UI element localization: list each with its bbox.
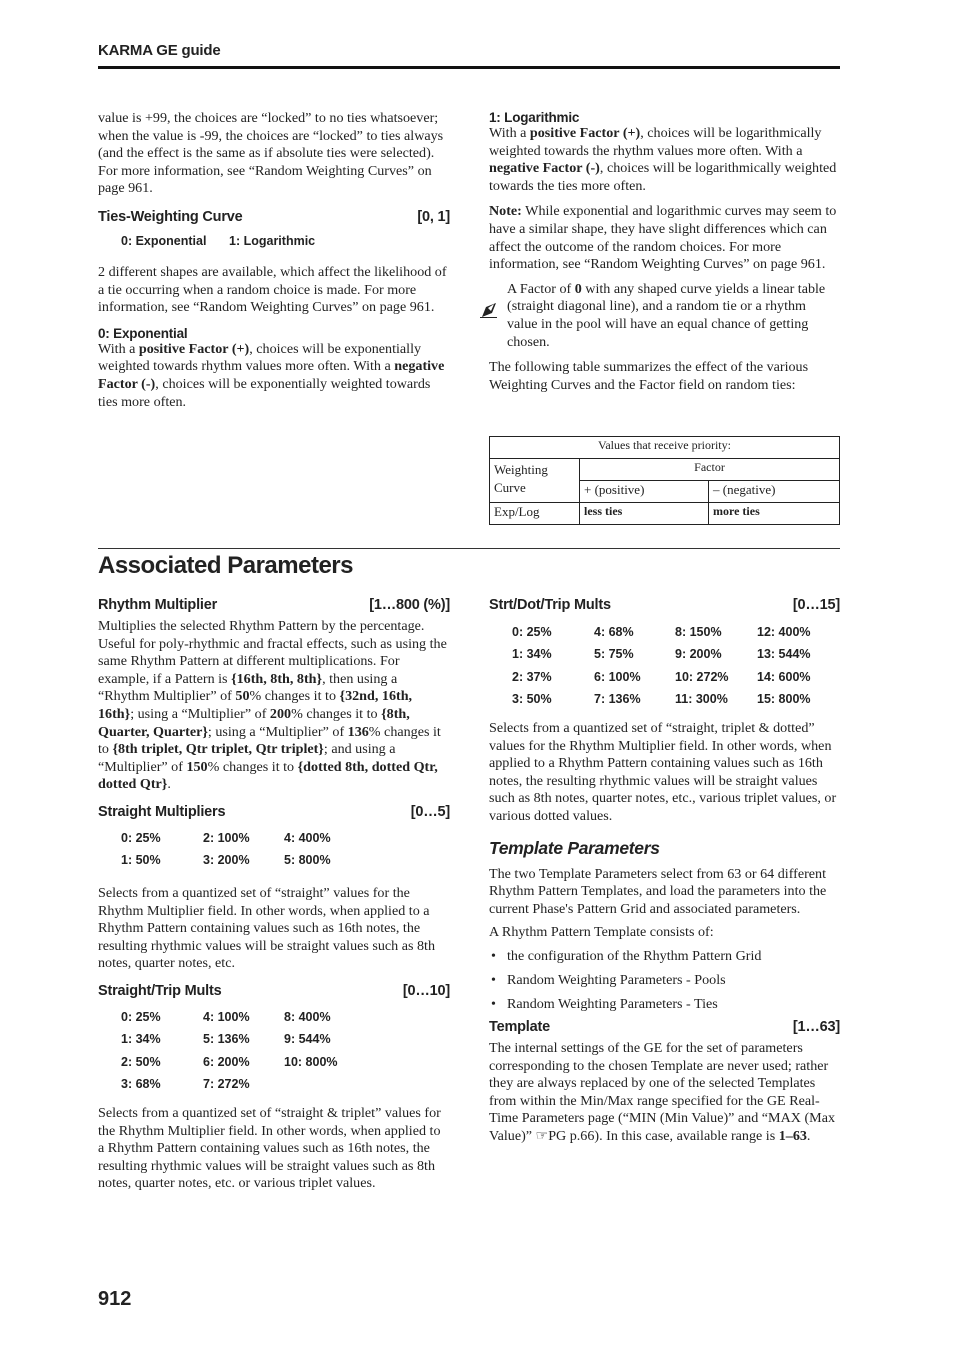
param-heading-straight-multipliers [98, 804, 450, 820]
param-range: [0…5] [410, 803, 450, 820]
section-rule [98, 548, 840, 549]
header-rule [98, 66, 840, 69]
section-title: Associated Parameters [98, 552, 353, 579]
table-curve-cell: Exp/Log [490, 503, 580, 525]
value-item: 2: 37% [512, 670, 552, 684]
intro-paragraph: value is +99, the choices are “locked” to no ties whatsoever; when the value is -99, the choices are “locked” to ties always (and the effect is the same as if absolute ties were selected). For more information, see “Random Weighting Curves” on page 961. [98, 110, 444, 197]
value-item: 7: 272% [203, 1076, 250, 1091]
param-heading-template [489, 1019, 840, 1035]
value-item: 7: 136% [594, 692, 641, 706]
value-item: 3: 200% [203, 852, 250, 867]
param-name: Rhythm Multiplier [98, 597, 218, 613]
template-consists-of: A Rhythm Pattern Template consists of: [489, 924, 714, 941]
value-item: 12: 400% [757, 625, 811, 639]
param-name: Ties-Weighting Curve [98, 208, 243, 225]
pencil-icon [479, 302, 499, 318]
param-name: Template [489, 1018, 550, 1035]
value-item: 9: 544% [284, 1031, 331, 1046]
left-column-bottom [98, 597, 450, 1193]
param-range: [1…63] [792, 1018, 840, 1035]
param-heading-strt-dot-trip [489, 597, 840, 613]
value-item: 4: 100% [203, 1009, 250, 1024]
value-item: 2: 50% [121, 1054, 161, 1069]
value-item: 6: 100% [594, 670, 641, 684]
value-item: 5: 800% [284, 852, 331, 867]
weighting-summary-table [489, 436, 840, 525]
param-range: [0…10] [402, 982, 450, 999]
value-item: 13: 544% [757, 647, 811, 661]
straight-trip-description: Selects from a quantized set of “straight & triplet” values for the Rhythm Multiplier field. In other words, when applied to a Rhythm Pattern containing values such as 16th notes, the resulting rhythmic values will be straight values such as 8th notes, quarter notes, etc. or various triplet values. [98, 1104, 441, 1192]
value-item: 1: 34% [512, 647, 552, 661]
exponential-heading: 0: Exponential [98, 325, 188, 341]
value-item: 8: 150% [675, 625, 722, 639]
param-range: [0, 1] [417, 208, 450, 225]
value-item: 8: 400% [284, 1009, 331, 1024]
template-bullet-list [489, 948, 840, 1020]
table-positive-header: + (positive) [580, 481, 709, 503]
value-item: 10: 800% [284, 1054, 338, 1069]
right-column-top [489, 110, 840, 394]
logarithmic-heading: 1: Logarithmic [489, 110, 580, 125]
value-item: 9: 200% [675, 647, 722, 661]
option-logarithmic: 1: Logarithmic [229, 233, 316, 248]
value-item: 6: 200% [203, 1054, 250, 1069]
option-exponential: 0: Exponential [121, 233, 207, 248]
value-item: 10: 272% [675, 670, 729, 684]
template-description: The internal settings of the GE for the set of parameters corresponding to the chosen Template are never used; rather they are always replaced by one of the selected Templates from within the Min/Max range specified for the GE Real-Time Parameters page (“MIN (Min Value)” and “MAX (Max Value)” ☞PG p.66). In this case, available range is 1–63. [489, 1039, 835, 1144]
value-item: 3: 68% [121, 1076, 161, 1091]
factor-note: A Factor of 0 with any shaped curve yields a linear table (straight diagonal line), and a random tie or a rhythm value in the pool will have an equal chance of getting chosen. [507, 280, 826, 350]
straight-multipliers-description: Selects from a quantized set of “straight” values for the Rhythm Multiplier field. In other words, when applied to a Rhythm Pattern containing values such as 16th notes, the resulting rhythmic values will be straight values such as 8th notes, quarter notes, etc. [98, 884, 436, 972]
page-number: 912 [98, 1288, 132, 1310]
table-intro: The following table summarizes the effect of the various Weighting Curves and the Factor field on random ties: [489, 359, 809, 393]
param-heading-straight-trip-mults [98, 983, 450, 999]
ties-curve-description: 2 different shapes are available, which affect the likelihood of a tie occurring when a random choice is made. For more information, see “Random Weighting Curves” on page 961. [98, 263, 447, 316]
running-header: KARMA GE guide [98, 42, 221, 59]
table-factor-cell: Factor [580, 459, 840, 481]
straight-multipliers-values [98, 831, 450, 881]
note-paragraph: Note: While exponential and logarithmic curves may seem to have a similar shape, they have slight differences which can affect the outcome of the random choices. For more information, see “Random Weighting Curves” on page 961. [489, 203, 837, 273]
template-parameters-heading: Template Parameters [489, 837, 660, 858]
table-row-label: Weighting Curve [490, 459, 580, 503]
value-item: 0: 25% [512, 625, 552, 639]
ties-curve-options [98, 234, 450, 256]
rhythm-multiplier-description: Multiplies the selected Rhythm Pattern by the percentage. Useful for poly-rhythmic and fractal effects, such as using the same Rhythm Pattern at different multiplications. For example, if a Pattern is {16th, 8th, 8th}, then using a “Rhythm Multiplier” of 50% changes it to {32nd, 16th, 16th}; using a “Multiplier” of 200% changes it to {8th, Quarter, Quarter}; using a “Multiplier” of 136% changes it to {8th triplet, Qtr triplet, Qtr triplet}; and using a “Multiplier” of 150% changes it to {dotted 8th, dotted Qtr, dotted Qtr}. [98, 618, 447, 793]
value-item: 14: 600% [757, 670, 811, 684]
param-name: Straight/Trip Mults [98, 982, 222, 999]
table-negative-header: – (negative) [709, 481, 840, 503]
param-name: Straight Multipliers [98, 803, 226, 820]
value-item: 4: 400% [284, 830, 331, 845]
list-item: • Random Weighting Parameters - Pools [489, 972, 840, 996]
param-name: Strt/Dot/Trip Mults [489, 597, 611, 613]
value-item: 5: 75% [594, 647, 634, 661]
value-item: 1: 34% [121, 1031, 161, 1046]
list-item: • the configuration of the Rhythm Pattern Grid [489, 948, 840, 972]
param-heading-ties-curve [98, 209, 450, 225]
value-item: 5: 136% [203, 1031, 250, 1046]
value-item: 15: 800% [757, 692, 811, 706]
value-item: 2: 100% [203, 830, 250, 845]
template-parameters-intro: The two Template Parameters select from 63 or 64 different Rhythm Pattern Templates, and load the parameters into the current Phase's Pattern Grid and associated parameters. [489, 865, 827, 917]
strt-dot-trip-values [489, 625, 840, 720]
param-range: [1…800 (%)] [369, 597, 450, 613]
value-item: 0: 25% [121, 830, 161, 845]
table-header-cell: Values that receive priority: [490, 437, 840, 459]
param-heading-rhythm-multiplier [98, 597, 450, 613]
left-column-top [98, 110, 450, 411]
exponential-description: With a positive Factor (+), choices will be exponentially weighted towards rhythm values more often. With a negative Factor (-), choices will be exponentially weighted towards ties more often. [98, 340, 445, 410]
value-item: 1: 50% [121, 852, 161, 867]
value-item: 11: 300% [675, 692, 728, 706]
value-item: 3: 50% [512, 692, 552, 706]
right-column-bottom [489, 597, 840, 1146]
value-item: 0: 25% [121, 1009, 161, 1024]
table-positive-value: less ties [580, 503, 709, 525]
straight-trip-values [98, 1010, 450, 1105]
logarithmic-description: With a positive Factor (+), choices will be logarithmically weighted towards the rhythm values more often. With a negative Factor (-), choices will be logarithmically weighted towards the ties more often. [489, 125, 837, 194]
param-range: [0…15] [792, 597, 840, 613]
strt-dot-trip-description: Selects from a quantized set of “straight, triplet & dotted” values for the Rhythm Multiplier field. In other words, when applied to a Rhythm Pattern containing values such as 16th notes, the resulting rhythmic values will be straight values such as 8th notes, quarter notes, etc., various triplet values, or various dotted values. [489, 720, 837, 824]
list-item: • Random Weighting Parameters - Ties [489, 996, 840, 1020]
value-item: 4: 68% [594, 625, 634, 639]
table-negative-value: more ties [709, 503, 840, 525]
